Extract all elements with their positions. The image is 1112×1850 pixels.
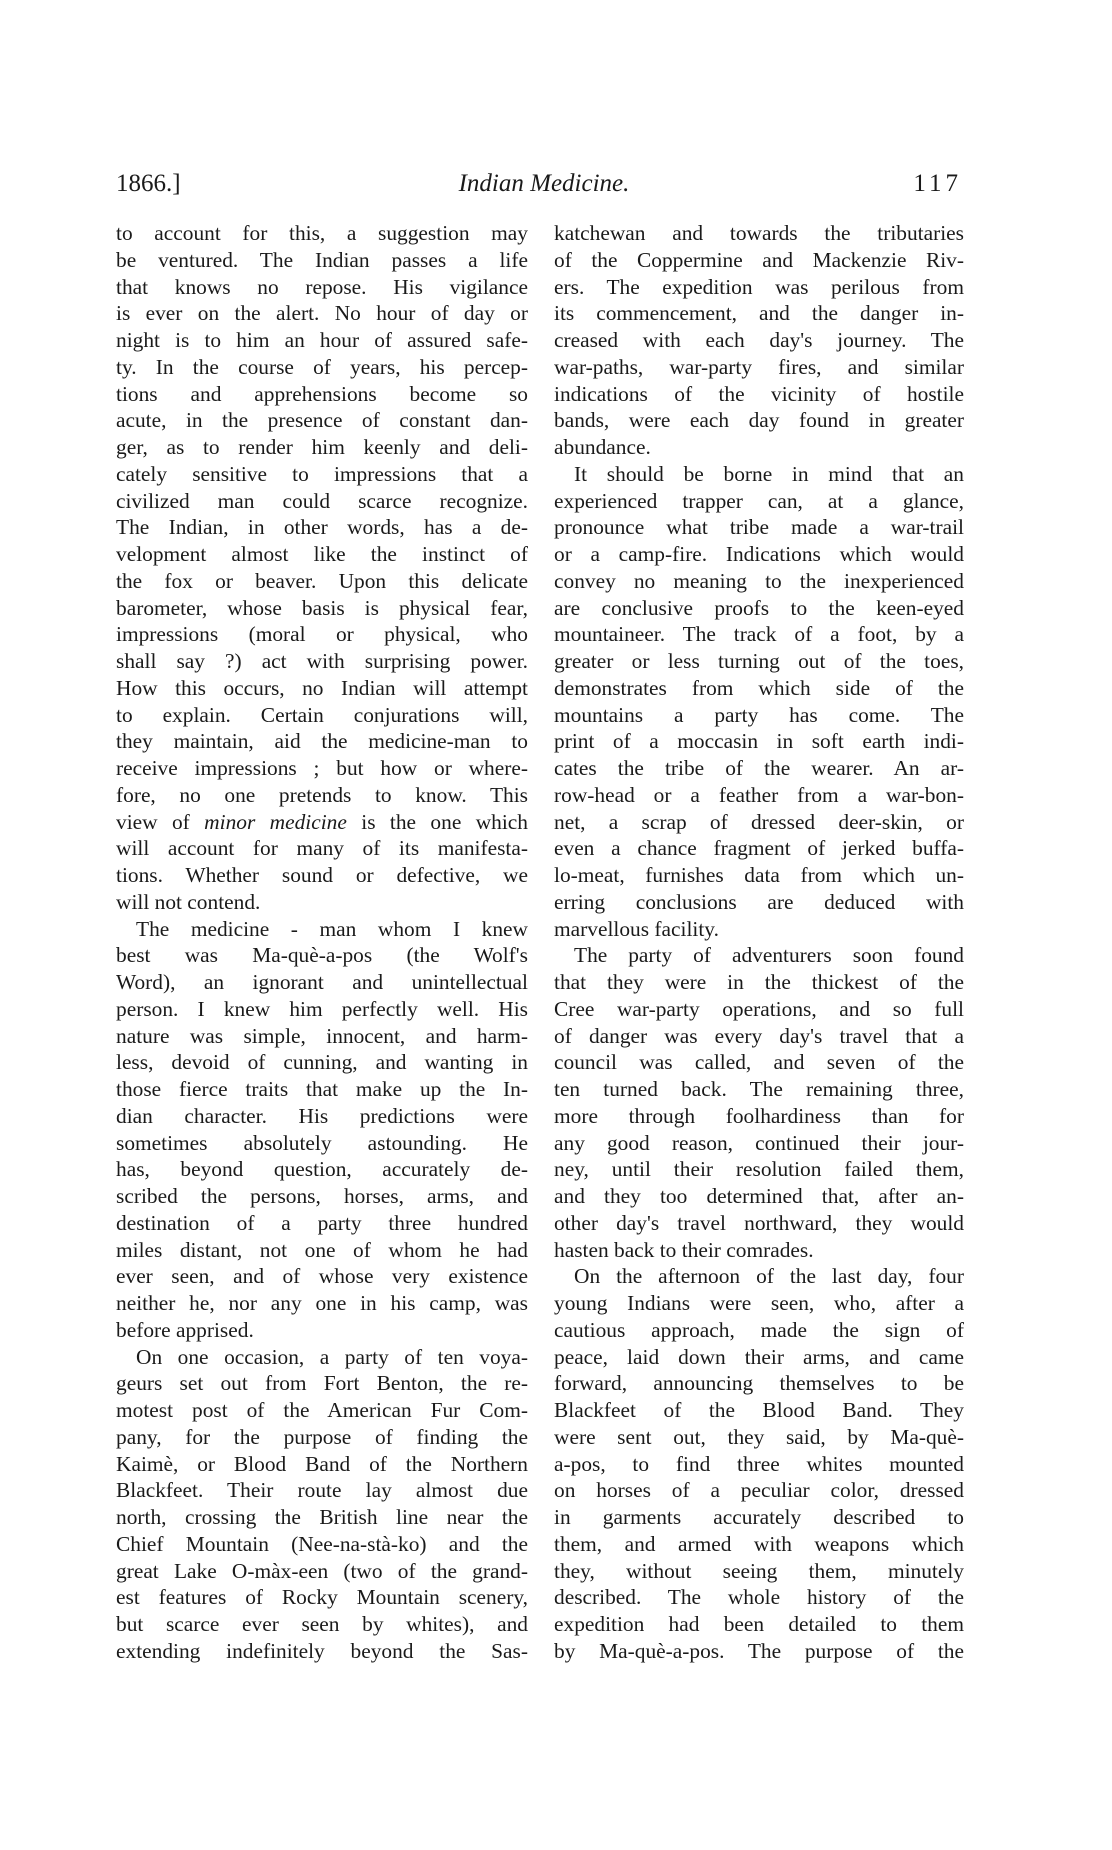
text-line: barometer, whose basis is physical fear, bbox=[116, 595, 528, 620]
text-line: hasten back to their comrades. bbox=[554, 1237, 814, 1262]
text-line: best was Ma-què-a-pos (the Wolf's bbox=[116, 943, 528, 968]
text-line: Kaimè, or Blood Band of the Northern bbox=[116, 1451, 528, 1476]
paragraph bbox=[554, 942, 964, 1263]
text-line: miles distant, not one of whom he had bbox=[116, 1237, 528, 1262]
text-line: were sent out, they said, by Ma-què- bbox=[554, 1424, 964, 1449]
text-line: scribed the persons, horses, arms, and bbox=[116, 1184, 528, 1208]
text-line: velopment almost like the instinct of bbox=[116, 542, 528, 566]
text-line: pronounce what tribe made a war-trail bbox=[554, 515, 964, 540]
text-line: peace, laid down their arms, and came bbox=[554, 1344, 964, 1369]
text-line: bands, were each day found in greater bbox=[554, 408, 964, 433]
text-line: that they were in the thickest of the bbox=[554, 970, 964, 994]
text-line: they, without seeing them, minutely bbox=[554, 1558, 964, 1583]
line-suffix: is the one which bbox=[346, 809, 528, 834]
text-line: mountains a party has come. The bbox=[554, 702, 964, 727]
text-line: pany, for the purpose of finding the bbox=[116, 1424, 528, 1449]
text-line: to account for this, a suggestion may bbox=[116, 221, 528, 245]
text-line: on horses of a peculiar color, dressed bbox=[554, 1478, 964, 1503]
text-line: other day's travel northward, they would bbox=[554, 1210, 964, 1235]
text-line: will not contend. bbox=[116, 889, 261, 914]
text-line: shall say ?) act with surprising power. bbox=[116, 649, 528, 673]
text-line: mountaineer. The track of a foot, by a bbox=[554, 622, 964, 647]
page-number: 117 bbox=[913, 170, 962, 197]
text-line: marvellous facility. bbox=[554, 916, 719, 941]
text-line: convey no meaning to the inexperienced bbox=[554, 568, 964, 593]
text-line: or a camp-fire. Indications which would bbox=[554, 542, 964, 566]
text-line: extending indefinitely beyond the Sas- bbox=[116, 1638, 528, 1663]
text-line: young Indians were seen, who, after a bbox=[554, 1291, 964, 1315]
text-line: Word), an ignorant and unintellectual bbox=[116, 970, 528, 994]
text-line: even a chance fragment of jerked buffa- bbox=[554, 836, 964, 861]
text-line: tions. Whether sound or defective, we bbox=[116, 863, 528, 887]
text-line: How this occurs, no Indian will attempt bbox=[116, 675, 528, 700]
text-line: has, beyond question, accurately de- bbox=[116, 1157, 528, 1182]
text-line: the fox or beaver. Upon this delicate bbox=[116, 568, 528, 593]
paragraph bbox=[116, 1344, 528, 1665]
text-line: before apprised. bbox=[116, 1317, 254, 1342]
text-line: of the Coppermine and Mackenzie Riv- bbox=[554, 247, 964, 272]
text-line: north, crossing the British line near the bbox=[116, 1505, 528, 1529]
text-line: are conclusive proofs to the keen-eyed bbox=[554, 595, 964, 620]
paragraph bbox=[554, 1263, 964, 1664]
text-line: they maintain, aid the medicine-man to bbox=[116, 729, 528, 754]
text-line: greater or less turning out of the toes, bbox=[554, 649, 964, 673]
text-line: be ventured. The Indian passes a life bbox=[116, 247, 528, 272]
text-line: those fierce traits that make up the In- bbox=[116, 1077, 528, 1101]
text-line: katchewan and towards the tributaries bbox=[554, 221, 964, 245]
text-line: by Ma-què-a-pos. The purpose of the bbox=[554, 1638, 964, 1663]
text-line: to explain. Certain conjurations will, bbox=[116, 702, 528, 727]
paragraph bbox=[554, 220, 964, 461]
text-line: Blackfeet. Their route lay almost due bbox=[116, 1478, 528, 1503]
text-line: and they too determined that, after an- bbox=[554, 1184, 964, 1208]
text-line: cates the tribe of the wearer. An ar- bbox=[554, 756, 964, 780]
text-line: fore, no one pretends to know. This bbox=[116, 782, 528, 807]
text-line: indications of the vicinity of hostile bbox=[554, 381, 964, 406]
text-line: nature was simple, innocent, and harm- bbox=[116, 1023, 528, 1048]
text-line: ney, until their resolution failed them, bbox=[554, 1157, 964, 1182]
text-line: Cree war-party operations, and so full bbox=[554, 996, 964, 1021]
text-line: any good reason, continued their jour- bbox=[554, 1130, 964, 1155]
text-line: neither he, nor any one in his camp, was bbox=[116, 1291, 528, 1315]
paragraph bbox=[116, 220, 528, 916]
text-line: cautious approach, made the sign of bbox=[554, 1317, 964, 1342]
text-line: war-paths, war-party fires, and similar bbox=[554, 354, 964, 379]
text-line: erring conclusions are deduced with bbox=[554, 889, 964, 914]
line-prefix: view of bbox=[116, 809, 205, 834]
text-line: Chief Mountain (Nee-na-stà-ko) and the bbox=[116, 1531, 528, 1556]
running-head-title: Indian Medicine. bbox=[458, 170, 630, 197]
text-line: It should be borne in mind that an bbox=[574, 461, 964, 486]
text-line: geurs set out from Fort Benton, the re- bbox=[116, 1371, 528, 1396]
text-line: ty. In the course of years, his percep- bbox=[116, 354, 528, 379]
text-line: ever seen, and of whose very existence bbox=[116, 1264, 528, 1289]
text-line: impressions (moral or physical, who bbox=[116, 622, 528, 647]
text-line: print of a moccasin in soft earth indi- bbox=[554, 729, 964, 754]
text-line: will account for many of its manifesta- bbox=[116, 836, 528, 861]
text-line: less, devoid of cunning, and wanting in bbox=[116, 1050, 528, 1075]
text-line: expedition had been detailed to them bbox=[554, 1612, 964, 1636]
text-line: civilized man could scarce recognize. bbox=[116, 488, 528, 513]
text-line: its commencement, and the danger in- bbox=[554, 301, 964, 326]
text-line: ers. The expedition was perilous from bbox=[554, 274, 964, 299]
text-line: a-pos, to find three whites mounted bbox=[554, 1451, 964, 1476]
text-line: abundance. bbox=[554, 435, 651, 459]
text-line: great Lake O-màx-een (two of the grand- bbox=[116, 1558, 528, 1583]
paragraph bbox=[554, 461, 964, 943]
text-line: The medicine - man whom I knew bbox=[136, 916, 528, 941]
text-line: them, and armed with weapons which bbox=[554, 1531, 964, 1556]
text-line: On one occasion, a party of ten voya- bbox=[136, 1344, 528, 1369]
text-line: acute, in the presence of constant dan- bbox=[116, 408, 528, 433]
text-line: described. The whole history of the bbox=[554, 1585, 964, 1610]
text-line: motest post of the American Fur Com- bbox=[116, 1398, 528, 1422]
text-line: that knows no repose. His vigilance bbox=[116, 274, 528, 299]
paragraph bbox=[116, 916, 528, 1344]
text-line: The Indian, in other words, has a de- bbox=[116, 515, 528, 540]
text-line: net, a scrap of dressed deer-skin, or bbox=[554, 809, 964, 834]
text-line: ten turned back. The remaining three, bbox=[554, 1077, 964, 1101]
text-line: more through foolhardiness than for bbox=[554, 1103, 964, 1128]
text-line: ger, as to render him keenly and deli- bbox=[116, 435, 528, 459]
italic-phrase: minor medicine bbox=[204, 809, 347, 834]
text-line: The party of adventurers soon found bbox=[574, 943, 964, 968]
text-line: cately sensitive to impressions that a bbox=[116, 461, 528, 486]
text-line: lo-meat, furnishes data from which un- bbox=[554, 863, 964, 887]
right-column bbox=[554, 220, 964, 1665]
text-line: row-head or a feather from a war-bon- bbox=[554, 782, 964, 807]
text-line: On the afternoon of the last day, four bbox=[574, 1264, 964, 1289]
running-head bbox=[116, 168, 962, 200]
text-line: sometimes absolutely astounding. He bbox=[116, 1130, 528, 1155]
text-line: in garments accurately described to bbox=[554, 1505, 964, 1529]
text-line: night is to him an hour of assured safe- bbox=[116, 328, 528, 352]
text-line: creased with each day's journey. The bbox=[554, 328, 964, 352]
text-line: receive impressions ; but how or where- bbox=[116, 756, 528, 780]
text-line: person. I knew him perfectly well. His bbox=[116, 996, 528, 1021]
text-line: is ever on the alert. No hour of day or bbox=[116, 301, 528, 326]
text-line-with-italic bbox=[116, 809, 528, 836]
text-line: forward, announcing themselves to be bbox=[554, 1371, 964, 1396]
text-line: Blackfeet of the Blood Band. They bbox=[554, 1398, 964, 1422]
text-line: of danger was every day's travel that a bbox=[554, 1023, 964, 1048]
text-line: demonstrates from which side of the bbox=[554, 675, 964, 700]
text-line: but scarce ever seen by whites), and bbox=[116, 1612, 528, 1636]
text-line: est features of Rocky Mountain scenery, bbox=[116, 1585, 528, 1610]
text-line: destination of a party three hundred bbox=[116, 1210, 528, 1235]
text-line: tions and apprehensions become so bbox=[116, 381, 528, 406]
text-line: dian character. His predictions were bbox=[116, 1103, 528, 1128]
text-line: experienced trapper can, at a glance, bbox=[554, 488, 964, 513]
left-column bbox=[116, 220, 528, 1665]
running-head-year: 1866.] bbox=[116, 170, 181, 197]
text-line: council was called, and seven of the bbox=[554, 1050, 964, 1075]
